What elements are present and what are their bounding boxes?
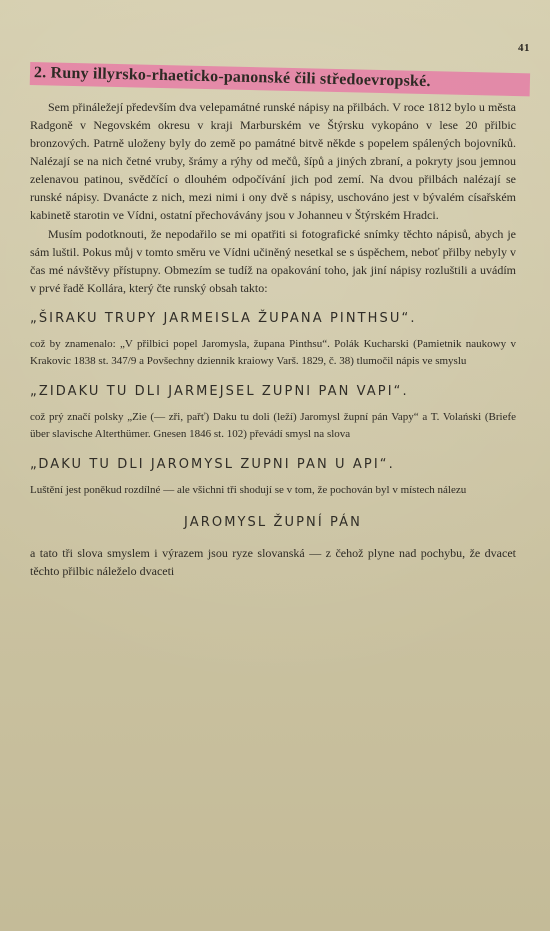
inscription-3: „DAKU TU DLI JAROMYSL ZUPNI PAN U API“. [30,457,395,472]
inscription-note-1: což by znamenalo: „V přilbici popel Jaromysla, župana Pinthsu“. Polák Kucharski (Pamietnik naukowy v Krakovic 1838 st. 347/9 a Povšechny dziennik kraiowy Varš. 1829, č. 38) tlumočil nápis ve smyslu [30,338,516,367]
paragraph-2: Musím podotknouti, že nepodařilo se mi opatřiti si fotografické snímky těchto nápisů, abych je sám luštil. Pokus můj v tomto směru ve Vídni učiněný nesetkal se s úspěchem, neboť přilby nebyly v čas mé návštěvy přístupny. Obmezím se tudíž na opakování toho, jak jiní nápisy rozluštili a uvádím v prvé řadě Kollára, který čte runský obsah takto: [30,227,516,295]
body-text [30,98,516,297]
centered-heading: JAROMYSL ŽUPNÍ PÁN [184,515,362,530]
closing-text [30,544,516,580]
inscription-2: „ZIDAKU TU DLI JARMEJSEL ZUPNI PAN VAPI“. [30,384,409,399]
section-title: 2. Runy illyrsko-rhaeticko-panonské čili středoevropské. [30,62,530,96]
inscription-1: „ŠIRAKU TRUPY JARMEISLA ŽUPANA PINTHSU“. [30,311,417,326]
inscription-note-3: Luštění jest poněkud rozdílné — ale všichni tři shodují se v tom, že pochován byl v místech nálezu [30,484,467,496]
closing-paragraph: a tato tři slova smyslem i výrazem jsou ryze slovanská — z čehož plyne nad pochybu, že dvacet těchto přilbic náleželo dvaceti [30,546,516,578]
paragraph-1: Sem přináležejí především dva velepamátné runské nápisy na přilbách. V roce 1812 bylo u města Radgoně v Negovském okresu v kraji Marburském ve Štýrsku vykopáno v lese 20 přilbic bronzových. Patrně uloženy byly do země po památné bitvě někde s popelem spálených bojovníků. Nalézají se na nich četné vruby, šrámy a rýhy od mečů, šípů a jiných zbraní, a pokryty jsou jemnou zelenavou patinou, svědčící o dlouhém odpočívání jich pod zemí. Na dvou přilbách nalézají se runské nápisy. Dvanácte z nich, mezi nimi i ony dvě s nápisy, uschováno jest v bývalém císařském kabinetě starotin ve Vídni, ostatní přechovávány jsou v Johanneu v Štýrském Hradci. [30,100,516,222]
inscription-note-2: což prý značí polsky „Zie (— zři, pařť) Daku tu doli (leží) Jaromysl župní pán Vapy“ a T. Volański (Briefe über slavische Alterthümer. Gnesen 1846 st. 102) převádí smysl na slova [30,411,516,440]
page-number: 41 [518,42,530,54]
